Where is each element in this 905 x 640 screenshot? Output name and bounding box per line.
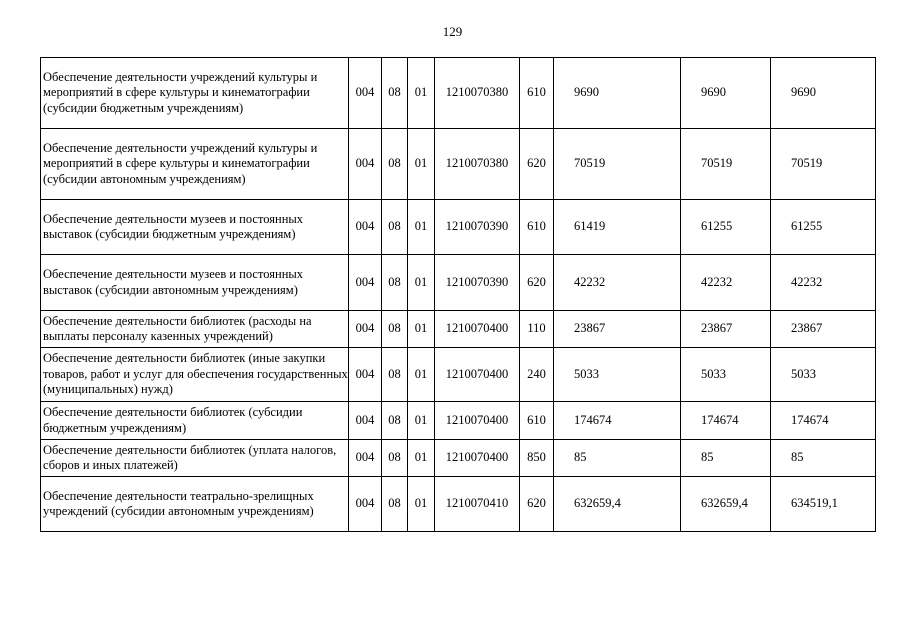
subsection-code: 01: [408, 402, 435, 440]
ministry-code: 004: [349, 402, 382, 440]
table-row: [41, 255, 876, 311]
target-article-code: 1210070410: [435, 477, 520, 532]
amount-year-2: 85: [681, 440, 771, 477]
row-description: Обеспечение деятельности учреждений культуры и мероприятий в сфере культуры и кинематографии (субсидии автономным учреждениям): [41, 129, 349, 200]
budget-table: [40, 57, 876, 532]
table-row: [41, 440, 876, 477]
ministry-code: 004: [349, 255, 382, 311]
subsection-code: 01: [408, 255, 435, 311]
subsection-code: 01: [408, 200, 435, 255]
amount-year-1: 9690: [554, 58, 681, 129]
amount-year-3: 174674: [771, 402, 876, 440]
expense-type-code: 610: [520, 402, 554, 440]
target-article-code: 1210070400: [435, 402, 520, 440]
ministry-code: 004: [349, 129, 382, 200]
amount-year-3: 42232: [771, 255, 876, 311]
row-description: Обеспечение деятельности библиотек (расходы на выплаты персоналу казенных учреждений): [41, 311, 349, 348]
expense-type-code: 610: [520, 58, 554, 129]
table-body: [41, 58, 876, 532]
amount-year-2: 5033: [681, 348, 771, 402]
expense-type-code: 620: [520, 255, 554, 311]
table-row: [41, 348, 876, 402]
expense-type-code: 850: [520, 440, 554, 477]
amount-year-3: 61255: [771, 200, 876, 255]
table-row: [41, 129, 876, 200]
amount-year-3: 634519,1: [771, 477, 876, 532]
amount-year-3: 5033: [771, 348, 876, 402]
amount-year-2: 42232: [681, 255, 771, 311]
table-row: [41, 402, 876, 440]
amount-year-2: 61255: [681, 200, 771, 255]
expense-type-code: 610: [520, 200, 554, 255]
subsection-code: 01: [408, 440, 435, 477]
row-description: Обеспечение деятельности театрально-зрелищных учреждений (субсидии автономным учреждениям): [41, 477, 349, 532]
section-code: 08: [382, 402, 408, 440]
amount-year-1: 61419: [554, 200, 681, 255]
section-code: 08: [382, 311, 408, 348]
section-code: 08: [382, 348, 408, 402]
section-code: 08: [382, 200, 408, 255]
subsection-code: 01: [408, 311, 435, 348]
amount-year-3: 70519: [771, 129, 876, 200]
amount-year-1: 70519: [554, 129, 681, 200]
row-description: Обеспечение деятельности учреждений культуры и мероприятий в сфере культуры и кинематографии (субсидии бюджетным учреждениям): [41, 58, 349, 129]
target-article-code: 1210070400: [435, 440, 520, 477]
row-description: Обеспечение деятельности библиотек (иные закупки товаров, работ и услуг для обеспечения государственных (муниципальных) нужд): [41, 348, 349, 402]
target-article-code: 1210070380: [435, 58, 520, 129]
amount-year-1: 5033: [554, 348, 681, 402]
section-code: 08: [382, 477, 408, 532]
amount-year-1: 42232: [554, 255, 681, 311]
ministry-code: 004: [349, 200, 382, 255]
ministry-code: 004: [349, 440, 382, 477]
row-description: Обеспечение деятельности музеев и постоянных выставок (субсидии автономным учреждениям): [41, 255, 349, 311]
target-article-code: 1210070390: [435, 200, 520, 255]
amount-year-2: 174674: [681, 402, 771, 440]
expense-type-code: 240: [520, 348, 554, 402]
target-article-code: 1210070400: [435, 311, 520, 348]
table-row: [41, 58, 876, 129]
section-code: 08: [382, 440, 408, 477]
amount-year-2: 9690: [681, 58, 771, 129]
section-code: 08: [382, 129, 408, 200]
subsection-code: 01: [408, 58, 435, 129]
target-article-code: 1210070380: [435, 129, 520, 200]
expense-type-code: 620: [520, 129, 554, 200]
amount-year-3: 23867: [771, 311, 876, 348]
amount-year-1: 632659,4: [554, 477, 681, 532]
page-number: 129: [442, 24, 463, 39]
ministry-code: 004: [349, 311, 382, 348]
subsection-code: 01: [408, 129, 435, 200]
amount-year-2: 632659,4: [681, 477, 771, 532]
table-row: [41, 200, 876, 255]
amount-year-2: 23867: [681, 311, 771, 348]
ministry-code: 004: [349, 58, 382, 129]
expense-type-code: 620: [520, 477, 554, 532]
expense-type-code: 110: [520, 311, 554, 348]
ministry-code: 004: [349, 348, 382, 402]
amount-year-1: 23867: [554, 311, 681, 348]
amount-year-2: 70519: [681, 129, 771, 200]
row-description: Обеспечение деятельности библиотек (субсидии бюджетным учреждениям): [41, 402, 349, 440]
subsection-code: 01: [408, 348, 435, 402]
subsection-code: 01: [408, 477, 435, 532]
ministry-code: 004: [349, 477, 382, 532]
target-article-code: 1210070400: [435, 348, 520, 402]
target-article-code: 1210070390: [435, 255, 520, 311]
row-description: Обеспечение деятельности библиотек (уплата налогов, сборов и иных платежей): [41, 440, 349, 477]
section-code: 08: [382, 255, 408, 311]
table-row: [41, 311, 876, 348]
amount-year-3: 9690: [771, 58, 876, 129]
table-row: [41, 477, 876, 532]
amount-year-1: 85: [554, 440, 681, 477]
row-description: Обеспечение деятельности музеев и постоянных выставок (субсидии бюджетным учреждениям): [41, 200, 349, 255]
amount-year-1: 174674: [554, 402, 681, 440]
amount-year-3: 85: [771, 440, 876, 477]
section-code: 08: [382, 58, 408, 129]
